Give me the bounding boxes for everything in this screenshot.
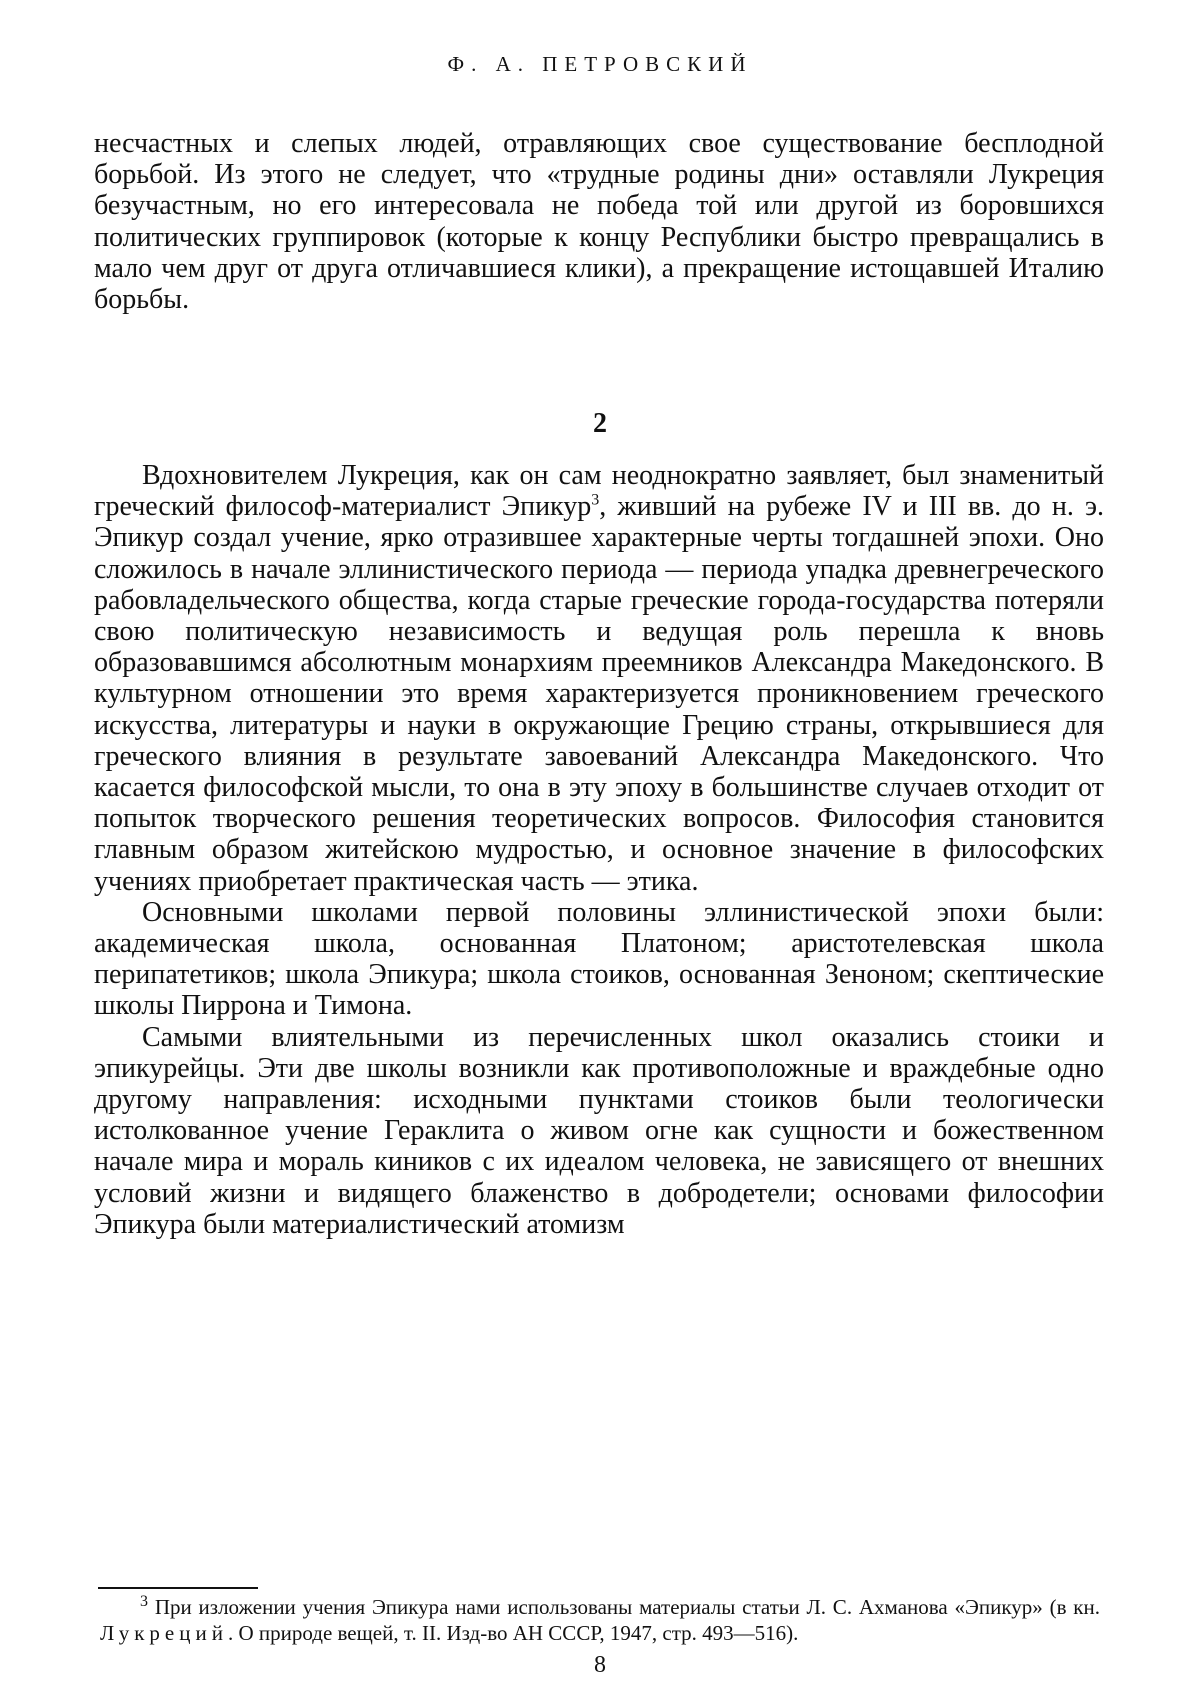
footnote-divider [98,1587,258,1589]
footnote-text [100,1594,1100,1646]
footnote-text-part: . О природе вещей, т. II. Изд-во АН СССР, 1947, стр. 493—516). [227,1621,799,1645]
page-number: 8 [594,1652,606,1678]
paragraph: несчастных и слепых людей, отравляющих свое существование бесплодной борьбой. Из этого не следует, что «трудные родины дни» оставляли Лукреция безучастным, но его интересовала не победа той или другой из боровшихся политических группировок (которые к концу Республики быстро превращались в мало чем друг от друга отличавшиеся клики), а прекращение истощавшей Италию борьбы. [94,128,1104,316]
paragraph-continuation [94,128,1104,315]
footnote-reference: 3 [591,491,600,509]
footnote-author: Лукреций [100,1621,228,1645]
running-head: Ф. А. ПЕТРОВСКИЙ [447,52,753,76]
body-text [94,460,1104,1240]
paragraph: Основными школами первой половины эллинистической эпохи были: академическая школа, основанная Платоном; аристотелевская школа перипатетиков; школа Эпикура; школа стоиков, основанная Зеноном; скептические школы Пиррона и Тимона. [94,896,1104,1022]
footnote-marker: 3 [140,1593,148,1610]
paragraph-text: Вдохновителем Лукреция, как он сам неоднократно заявляет, был знаменитый греческий философ-материалист Эпикур [94,460,1104,523]
paragraph-text: , живший на рубеже IV и III вв. до н. э. Эпикур создал учение, ярко отразившее характерные черты тогдашней эпохи. Оно сложилось в начале эллинистического периода — периода упадка древнегреческого рабовладельческого общества, когда старые греческие города-государства потеряли свою политическую независимость и ведущая роль перешла к вновь образовавшимся абсолютным монархиям преемников Александра Македонского. В культурном отношении это время характеризуется проникновением греческого искусства, литературы и науки в окружающие Грецию страны, открывшиеся для греческого влияния в результате завоеваний Александра Македонского. Что касается философской мысли, то она в эту эпоху в большинстве случаев отходит от попыток творческого решения теоретических вопросов. Философия становится главным образом житейскою мудростью, и основное значение в философских учениях приобретает практическая часть — этика. [94,491,1104,897]
section-number: 2 [593,408,607,439]
paragraph [94,460,1104,897]
footnote [100,1594,1100,1646]
paragraph: Самыми влиятельными из перечисленных школ оказались стоики и эпикурейцы. Эти две школы возникли как противоположные и враждебные одно другому направления: исходными пунктами стоиков были теологически истолкованное учение Гераклита о живом огне как сущности и божественном начале мира и мораль киников с их идеалом человека, не зависящего от внешних условий жизни и видящего блаженство в добродетели; основами философии Эпикура были материалистический атомизм [94,1021,1104,1240]
footnote-text-part: При изложении учения Эпикура нами использованы материалы статьи Л. С. Ахманова «Эпикур» (в кн. [148,1595,1100,1619]
